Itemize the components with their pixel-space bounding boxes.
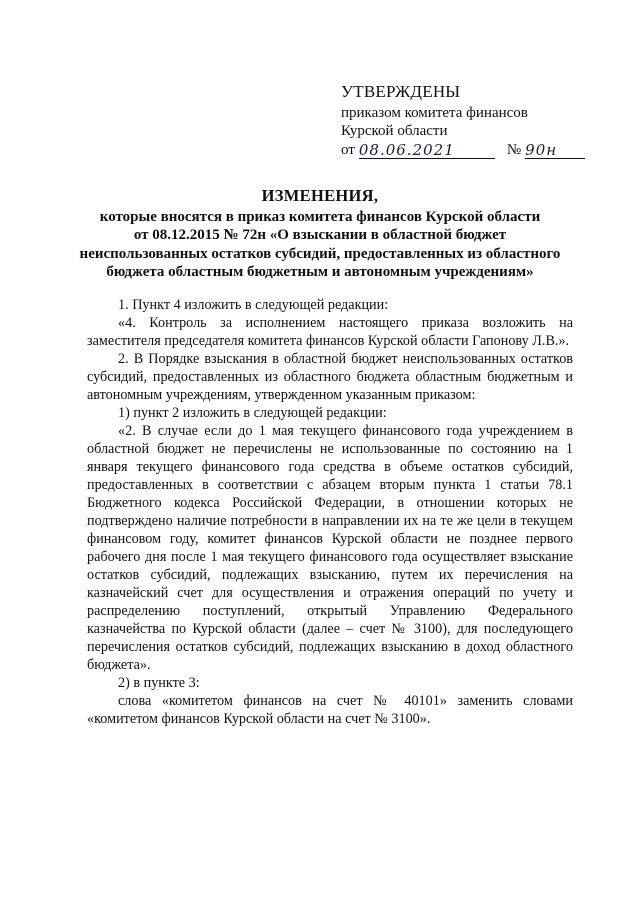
heading-line-2: от 08.12.2015 № 72н «О взыскании в областной бюджет [133,227,507,243]
paragraph-6: 2) в пункте 3: [118,675,200,691]
number-label: № [506,142,522,158]
approval-order-line: приказом комитета финансов [341,105,528,121]
document-body [87,296,573,728]
heading-line-3: неиспользованных остатков субсидий, предоставленных из областного [79,245,561,262]
approval-region-line: Курской области [341,123,448,139]
approval-title: УТВЕРЖДЕНЫ [341,82,461,101]
approval-stamp [341,82,601,159]
document-heading [60,187,580,282]
handwritten-number: 90н [525,143,585,159]
paragraph-5: «2. В случае если до 1 мая текущего финансового года учреждением в областной бюджет не перечислены не использованные по состоянию на 1 января текущего финансового года средства в объеме остатков субсидий, предоставленных в соответствии с абзацем вторым пункта 1 статьи 78.1 Бюджетного кодекса Российской Федерации, в отношении которых не подтверждено наличие потребности в направлении их на те же цели в текущем финансовом году, комитет финансов Курской области не позднее первого рабочего дня после 1 мая текущего финансового года осуществляет взыскание остатков субсидий, подлежащих взысканию, путем их перечисления на казначейский счет для осуществления и отражения операций по учету и распределению поступлений, открытый Управлению Федерального казначейства по Курской области (далее – счет № 3100), для последующего перечисления остатков субсидий, подлежащих взысканию в доход областного бюджета». [87,423,573,673]
heading-line-1: которые вносятся в приказ комитета финансов Курской области [99,208,541,225]
from-label: от [341,142,355,158]
paragraph-3: 2. В Порядке взыскания в областной бюджет неиспользованных остатков субсидий, предоставленных из областного бюджета областным бюджетным и автономным учреждениям, утвержденном указанным приказом: [87,351,573,403]
heading-line-4: бюджета областным бюджетным и автономным учреждениям» [106,264,534,280]
handwritten-date: 08.06.2021 [359,143,495,159]
paragraph-2: «4. Контроль за исполнением настоящего приказа возложить на заместителя председателя комитета финансов Курской области Гапонову Л.В.». [87,315,573,349]
paragraph-7: слова «комитетом финансов на счет № 40101» заменить словами «комитетом финансов Курской области на счет № 3100». [87,693,573,727]
paragraph-4: 1) пункт 2 изложить в следующей редакции: [118,405,387,421]
heading-title: ИЗМЕНЕНИЯ, [261,186,379,205]
approval-date-number-line [341,141,601,159]
paragraph-1: 1. Пункт 4 изложить в следующей редакции: [118,297,389,313]
